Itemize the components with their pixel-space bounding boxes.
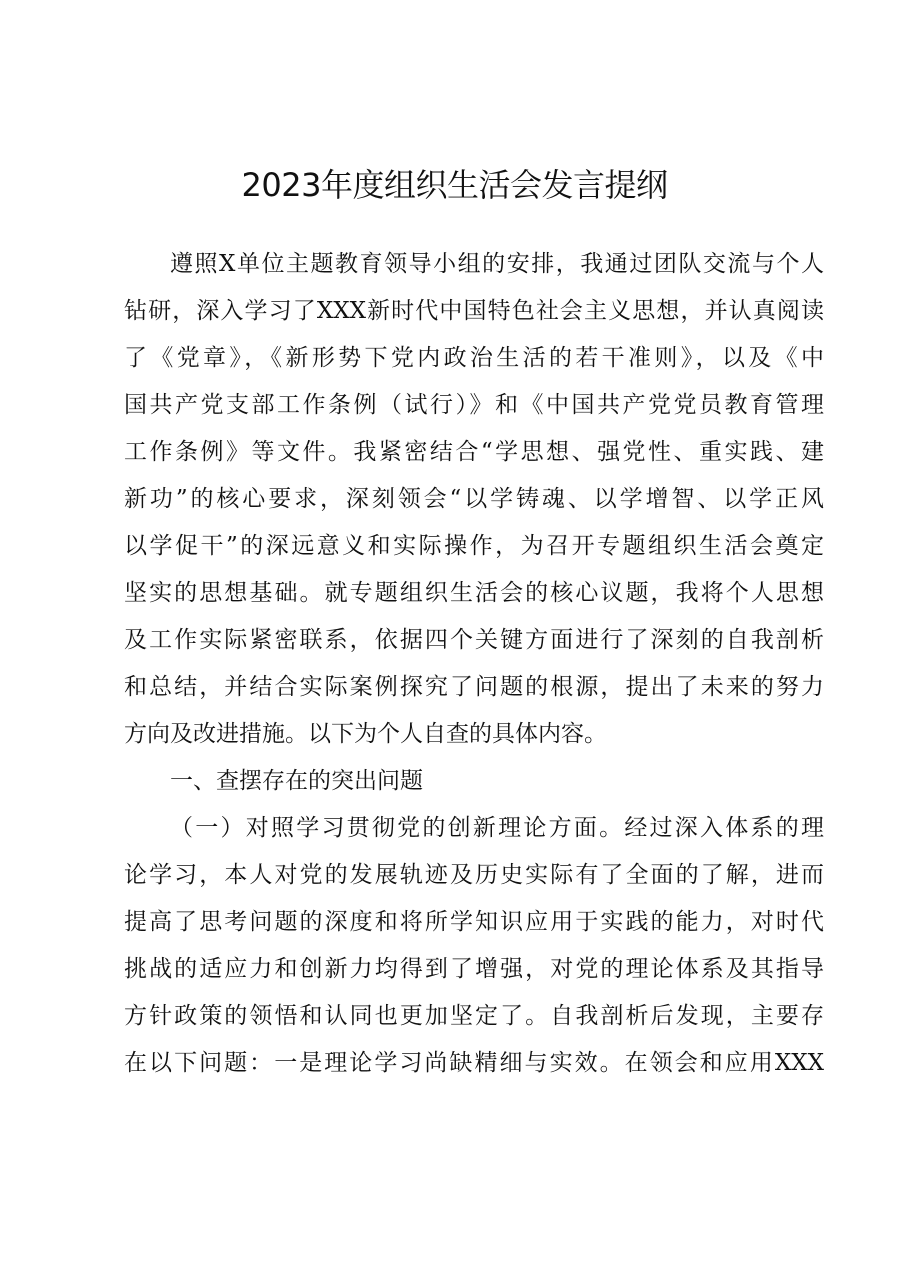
paragraph-line: 论学习，本人对党的发展轨迹及历史实际有了全面的了解，进而 xyxy=(124,862,824,888)
document-title: 2023年度组织生活会发言提纲 xyxy=(241,166,668,204)
paragraph-line: 遵照X单位主题教育领导小组的安排，我通过团队交流与个人 xyxy=(170,251,824,277)
paragraph-line: 及工作实际紧密联系，依据四个关键方面进行了深刻的自我剖析 xyxy=(124,627,824,653)
document-body xyxy=(124,241,824,1087)
paragraph-line: 了《党章》，《新形势下党内政治生活的若干准则》，以及《中 xyxy=(124,345,824,371)
paragraph-line: 挑战的适应力和创新力均得到了增强，对党的理论体系及其指导 xyxy=(124,956,824,982)
section-heading: 一、查摆存在的突出问题 xyxy=(170,768,423,794)
paragraph-line: 坚实的思想基础。就专题组织生活会的核心议题，我将个人思想 xyxy=(124,580,824,606)
paragraph-line: （一）对照学习贯彻党的创新理论方面。经过深入体系的理 xyxy=(170,815,824,841)
paragraph-line: 和总结，并结合实际案例探究了问题的根源，提出了未来的努力 xyxy=(124,674,824,700)
paragraph-line: 以学促干”的深远意义和实际操作，为召开专题组织生活会奠定 xyxy=(124,533,824,559)
paragraph-line: 工作条例》等文件。我紧密结合“学思想、强党性、重实践、建 xyxy=(124,439,824,465)
paragraph-line: 国共产党支部工作条例（试行）》和《中国共产党党员教育管理 xyxy=(124,392,824,418)
paragraph-line: 在以下问题：一是理论学习尚缺精细与实效。在领会和应用XXX xyxy=(124,1050,824,1076)
paragraph-line: 方针政策的领悟和认同也更加坚定了。自我剖析后发现，主要存 xyxy=(124,1003,824,1029)
paragraph-line: 新功”的核心要求，深刻领会“以学铸魂、以学增智、以学正风 xyxy=(124,486,824,512)
paragraph-line: 方向及改进措施。以下为个人自查的具体内容。 xyxy=(124,721,607,747)
paragraph-line: 提高了思考问题的深度和将所学知识应用于实践的能力，对时代 xyxy=(124,909,824,935)
paragraph-line: 钻研，深入学习了XXX新时代中国特色社会主义思想，并认真阅读 xyxy=(124,298,824,324)
